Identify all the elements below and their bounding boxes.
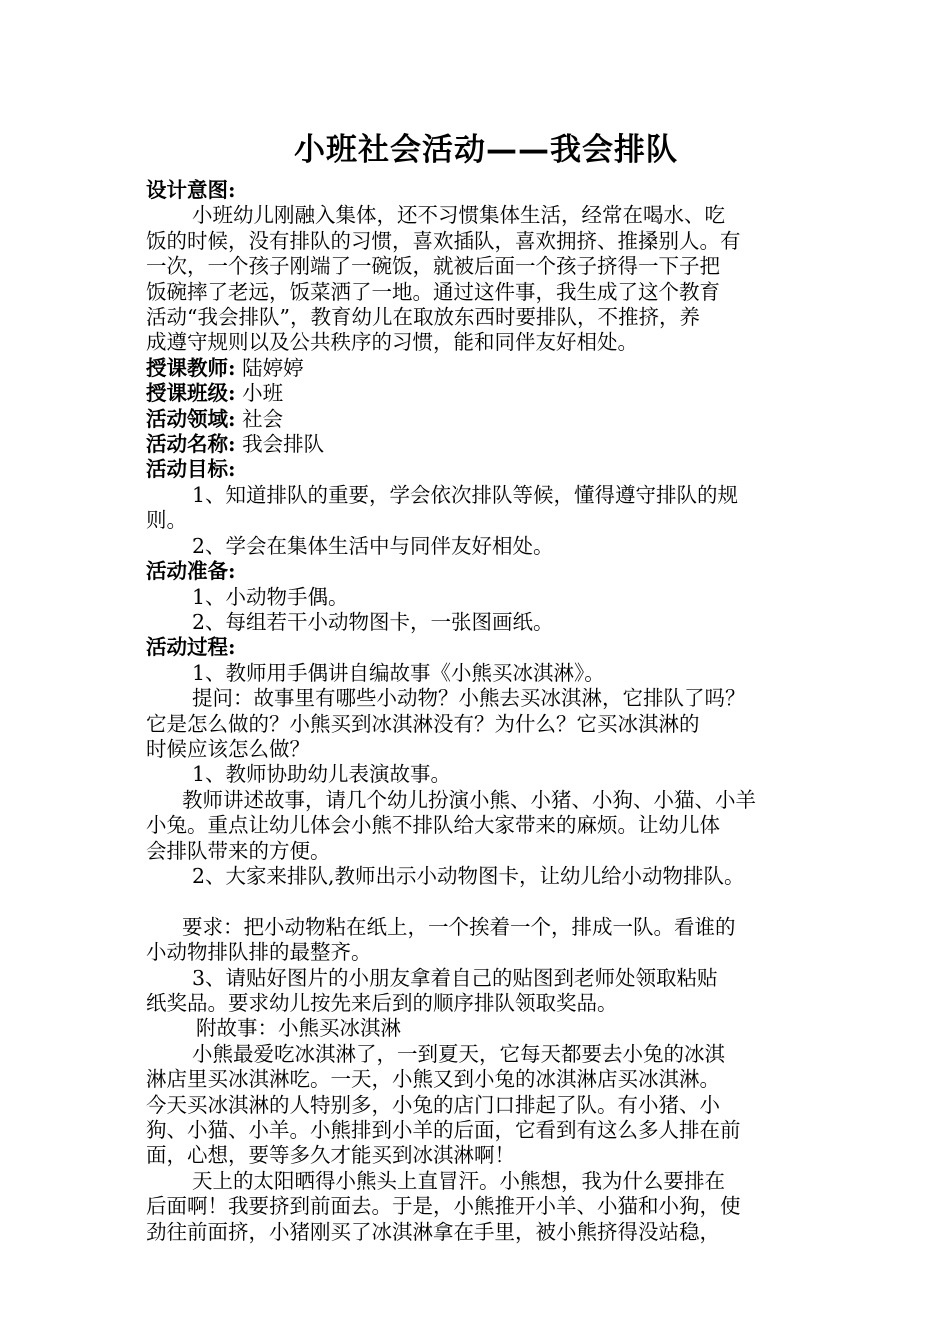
meta-value: 小班 — [242, 381, 284, 406]
goal-line: 则。 — [146, 508, 187, 533]
meta-value: 我会排队 — [242, 432, 325, 457]
meta-label: 授课班级: — [146, 381, 236, 406]
meta-activity-name — [146, 432, 826, 457]
meta-value: 陆婷婷 — [242, 355, 304, 380]
goals-heading: 活动目标: — [146, 457, 236, 482]
process-line: 提问：故事里有哪些小动物？小熊去买冰淇淋，它排队了吗？ — [192, 686, 746, 711]
meta-label: 活动领域: — [146, 406, 236, 431]
process-line: 1、教师协助幼儿表演故事。 — [192, 762, 452, 787]
design-line: 小班幼儿刚融入集体，还不习惯集体生活，经常在喝水、吃 — [192, 203, 725, 228]
design-heading: 设计意图: — [146, 178, 236, 202]
goal-line: 1、知道排队的重要，学会依次排队等候，懂得遵守排队的规 — [192, 482, 739, 507]
story-line: 后面啊！我要挤到前面去。于是，小熊推开小羊、小猫和小狗，使 — [146, 1194, 741, 1219]
process-line: 1、教师用手偶讲自编故事《小熊买冰淇淋》。 — [192, 660, 605, 685]
meta-domain — [146, 407, 826, 432]
prep-heading: 活动准备: — [146, 559, 236, 584]
goal-line: 2、学会在集体生活中与同伴友好相处。 — [192, 533, 554, 558]
story-line: 今天买冰淇淋的人特别多，小兔的店门口排起了队。有小猪、小 — [146, 1092, 720, 1117]
blank-line — [146, 889, 826, 914]
process-line: 会排队带来的方便。 — [146, 838, 331, 863]
design-line: 饭碗摔了老远，饭菜洒了一地。通过这件事，我生成了这个教育 — [146, 279, 720, 304]
story-line: 狗、小猫、小羊。小熊排到小羊的后面，它看到有这么多人排在前 — [146, 1118, 741, 1143]
process-line: 它是怎么做的？小熊买到冰淇淋没有？为什么？它买冰淇淋的 — [146, 711, 700, 736]
story-line: 淋店里买冰淇淋吃。一天，小熊又到小兔的冰淇淋店买冰淇淋。 — [146, 1067, 720, 1092]
story-line: 劲往前面挤，小猪刚买了冰淇淋拿在手里，被小熊挤得没站稳， — [146, 1219, 720, 1244]
process-line: 2、大家来排队,教师出示小动物图卡，让幼儿给小动物排队。 — [192, 863, 745, 888]
document-page — [146, 128, 826, 1245]
story-line: 面，心想，要等多久才能买到冰淇淋啊！ — [146, 1143, 515, 1168]
design-line: 一次，一个孩子刚端了一碗饭，就被后面一个孩子挤得一下子把 — [146, 254, 720, 279]
process-line: 小兔。重点让幼儿体会小熊不排队给大家带来的麻烦。让幼儿体 — [146, 813, 720, 838]
meta-teacher — [146, 356, 826, 381]
prep-line: 2、每组若干小动物图卡，一张图画纸。 — [192, 609, 554, 634]
process-line: 小动物排队排的最整齐。 — [146, 940, 372, 965]
process-line: 要求：把小动物粘在纸上，一个挨着一个，排成一队。看谁的 — [182, 914, 736, 939]
story-line: 天上的太阳晒得小熊头上直冒汗。小熊想，我为什么要排在 — [192, 1168, 725, 1193]
story-line: 小熊最爱吃冰淇淋了，一到夏天，它每天都要去小兔的冰淇 — [192, 1041, 725, 1066]
story-title: 附故事：小熊买冰淇淋 — [196, 1016, 401, 1041]
process-heading: 活动过程: — [146, 635, 236, 660]
design-line: 饭的时候，没有排队的习惯，喜欢插队，喜欢拥挤、推搡别人。有 — [146, 228, 741, 253]
process-line: 教师讲述故事，请几个幼儿扮演小熊、小猪、小狗、小猫、小羊 — [182, 787, 756, 812]
page-title: 小班社会活动——我会排队 — [294, 132, 678, 168]
meta-label: 授课教师: — [146, 355, 236, 380]
meta-value: 社会 — [242, 406, 284, 431]
process-line: 3、请贴好图片的小朋友拿着自己的贴图到老师处领取粘贴 — [192, 965, 718, 990]
meta-label: 活动名称: — [146, 432, 236, 457]
design-line: 活动“我会排队”，教育幼儿在取放东西时要排队，不推挤，养 — [146, 305, 700, 330]
meta-class — [146, 381, 826, 406]
process-line: 时候应该怎么做？ — [146, 736, 310, 761]
design-line: 成遵守规则以及公共秩序的习惯，能和同伴友好相处。 — [146, 330, 638, 355]
prep-line: 1、小动物手偶。 — [192, 584, 349, 609]
process-line: 纸奖品。要求幼儿按先来后到的顺序排队领取奖品。 — [146, 990, 618, 1015]
